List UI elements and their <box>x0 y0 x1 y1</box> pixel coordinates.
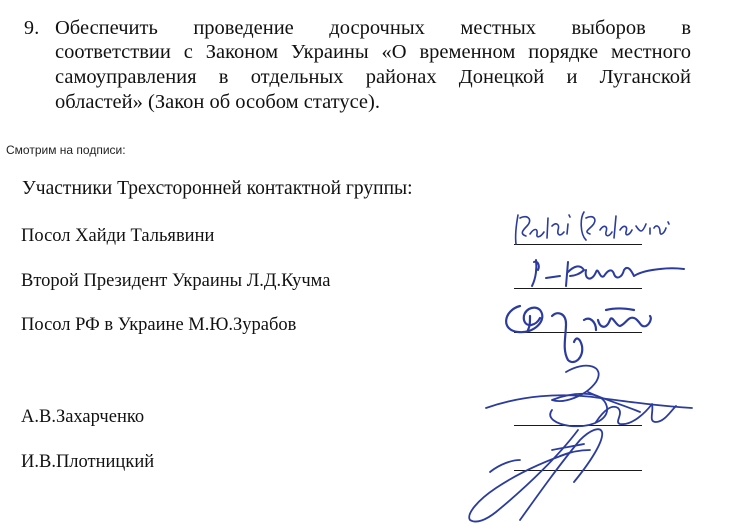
clause-line: Обеспечить проведение досрочных местных выборов в <box>55 17 691 39</box>
clause-number: 9. <box>24 17 40 39</box>
document-clause-9 <box>0 0 733 118</box>
group-heading: Участники Трехсторонней контактной группы: <box>22 178 413 199</box>
signature-line <box>514 425 642 426</box>
signer-kuchma: Второй Президент Украины Л.Д.Кучма <box>21 271 331 291</box>
signature-kuchma <box>532 260 684 286</box>
signer-plotnitsky: И.В.Плотницкий <box>21 452 155 472</box>
signature-tagliavini <box>516 212 669 244</box>
signer-zakharchenko: А.В.Захарченко <box>21 407 145 427</box>
clause-line: самоуправления в отдельных районах Донецкой и Луганской <box>55 66 691 88</box>
signer-zurabov: Посол РФ в Украине М.Ю.Зурабов <box>21 315 297 335</box>
signature-plotnitsky <box>469 429 602 521</box>
signature-zurabov <box>506 306 651 362</box>
clause-line: областей» (Закон об особом статусе). <box>55 91 380 113</box>
clause-line: соответствии с Законом Украины «О временном порядке местного <box>55 41 691 63</box>
signature-line <box>514 470 642 471</box>
signature-line <box>514 332 642 333</box>
signature-line <box>514 244 642 245</box>
signature-line <box>514 288 642 289</box>
caption: Смотрим на подписи: <box>6 143 126 157</box>
handwritten-signatures <box>0 160 733 532</box>
signer-tagliavini: Посол Хайди Тальявини <box>21 226 215 246</box>
signature-zakharchenko <box>486 366 692 427</box>
signature-page <box>0 160 733 532</box>
